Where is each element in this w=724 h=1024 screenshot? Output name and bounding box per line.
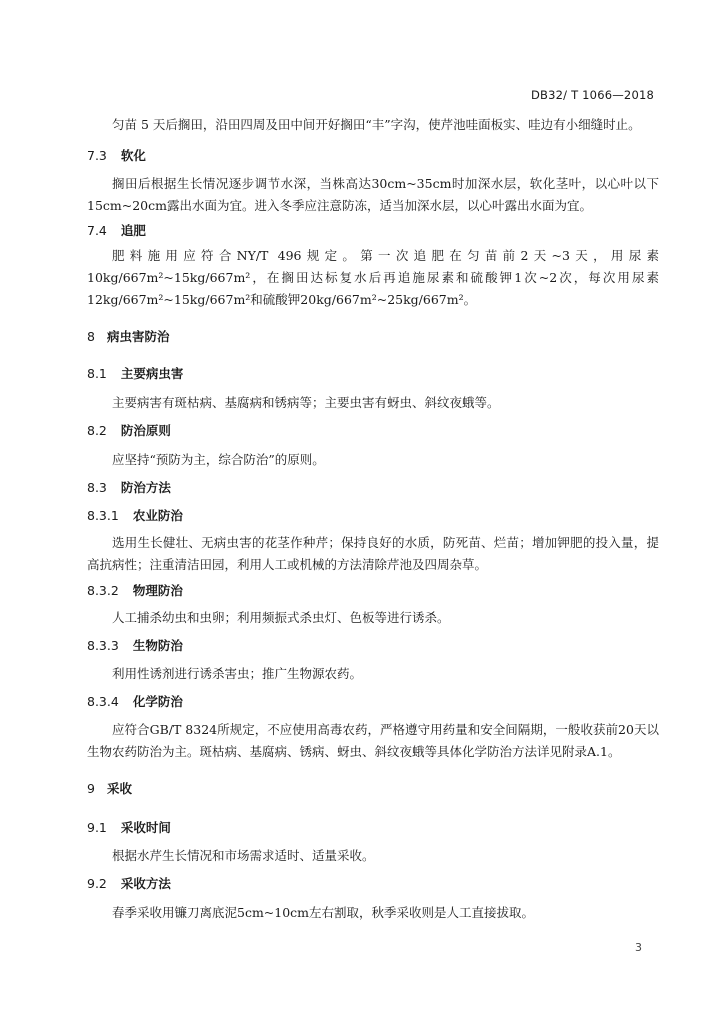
heading-title: 防治方法 xyxy=(120,480,171,495)
heading-title: 主要病虫害 xyxy=(120,366,184,381)
heading-7-4 xyxy=(87,221,146,241)
heading-title: 病虫害防治 xyxy=(106,329,170,344)
heading-8-3-1 xyxy=(87,506,183,526)
paragraph-8-3-2: 人工捕杀幼虫和虫卵；利用频振式杀虫灯、色板等进行诱杀。 xyxy=(112,610,450,625)
heading-number: 7.3 xyxy=(87,148,107,163)
paragraph-9-2: 春季采收用镰刀离底泥5cm~10cm左右割取，秋季采收则是人工直接拔取。 xyxy=(112,905,535,920)
heading-number: 8.3.2 xyxy=(87,583,119,598)
heading-title: 生物防治 xyxy=(132,638,183,653)
heading-number: 8.3.3 xyxy=(87,638,119,653)
heading-number: 9 xyxy=(87,781,95,796)
heading-title: 采收时间 xyxy=(120,820,171,835)
paragraph-8-3-1: 选用生长健壮、无病虫害的花茎作种芹；保持良好的水质，防死苗、烂苗；增加钾肥的投入量，提高抗病性；注重清洁田园，利用人工或机械的方法清除芹池及四周杂草。 xyxy=(87,535,659,572)
heading-number: 7.4 xyxy=(87,223,107,238)
paragraph-8-2: 应坚持“预防为主，综合防治”的原则。 xyxy=(112,452,325,467)
heading-9 xyxy=(87,779,132,799)
paragraph-8-1: 主要病害有斑枯病、基腐病和锈病等；主要虫害有蚜虫、斜纹夜蛾等。 xyxy=(112,395,500,410)
heading-8-3 xyxy=(87,478,171,498)
heading-title: 物理防治 xyxy=(132,583,183,598)
heading-title: 防治原则 xyxy=(120,423,171,438)
paragraph-9-1: 根据水芹生长情况和市场需求适时、适量采收。 xyxy=(112,848,375,863)
heading-number: 8.3.4 xyxy=(87,694,119,709)
paragraph-8-3-3: 利用性诱剂进行诱杀害虫；推广生物源农药。 xyxy=(112,666,363,681)
heading-9-1 xyxy=(87,818,171,838)
document-id-header: DB32/ T 1066—2018 xyxy=(530,88,654,102)
heading-title: 化学防治 xyxy=(132,694,183,709)
heading-8 xyxy=(87,327,169,347)
heading-title: 采收方法 xyxy=(120,876,171,891)
heading-title: 软化 xyxy=(120,148,146,163)
paragraph-7-3: 搁田后根据生长情况逐步调节水深，当株高达30cm~35cm时加深水层，软化茎叶，以心叶以下15cm~20cm露出水面为宜。进入冬季应注意防冻，适当加深水层，以心叶露出水面为宜。 xyxy=(87,176,659,213)
heading-number: 9.1 xyxy=(87,820,107,835)
heading-number: 9.2 xyxy=(87,876,107,891)
heading-title: 采收 xyxy=(106,781,132,796)
heading-title: 农业防治 xyxy=(132,508,183,523)
heading-number: 8.3.1 xyxy=(87,508,119,523)
paragraph-7-4: 肥料施用应符合NY/T 496规定。第一次追肥在匀苗前2天~3天，用尿素10kg/667m²~15kg/667m²，在搁田达标复水后再追施尿素和硫酸钾1次~2次，每次用尿素12kg/667m²~15kg/667m²和硫酸钾20kg/667m²~25kg/667m²。 xyxy=(87,248,659,307)
heading-number: 8.2 xyxy=(87,423,107,438)
heading-number: 8 xyxy=(87,329,95,344)
page-number: 3 xyxy=(635,941,642,954)
heading-8-3-3 xyxy=(87,636,183,656)
heading-8-1 xyxy=(87,364,183,384)
heading-number: 8.3 xyxy=(87,480,107,495)
heading-8-2 xyxy=(87,421,171,441)
heading-8-3-2 xyxy=(87,581,183,601)
heading-9-2 xyxy=(87,874,171,894)
heading-7-3 xyxy=(87,146,146,166)
heading-number: 8.1 xyxy=(87,366,107,381)
paragraph-8-3-4: 应符合GB/T 8324所规定，不应使用高毒农药，严格遵守用药量和安全间隔期，一般收获前20天以生物农药防治为主。斑枯病、基腐病、锈病、蚜虫、斜纹夜蛾等具体化学防治方法详见附录A.1。 xyxy=(87,722,659,759)
heading-title: 追肥 xyxy=(120,223,146,238)
paragraph-7-2-continuation: 匀苗 5 天后搁田，沿田四周及田中间开好搁田“丰”字沟，使芹池哇面板实、哇边有小细缝时止。 xyxy=(112,117,641,132)
heading-8-3-4 xyxy=(87,692,183,712)
